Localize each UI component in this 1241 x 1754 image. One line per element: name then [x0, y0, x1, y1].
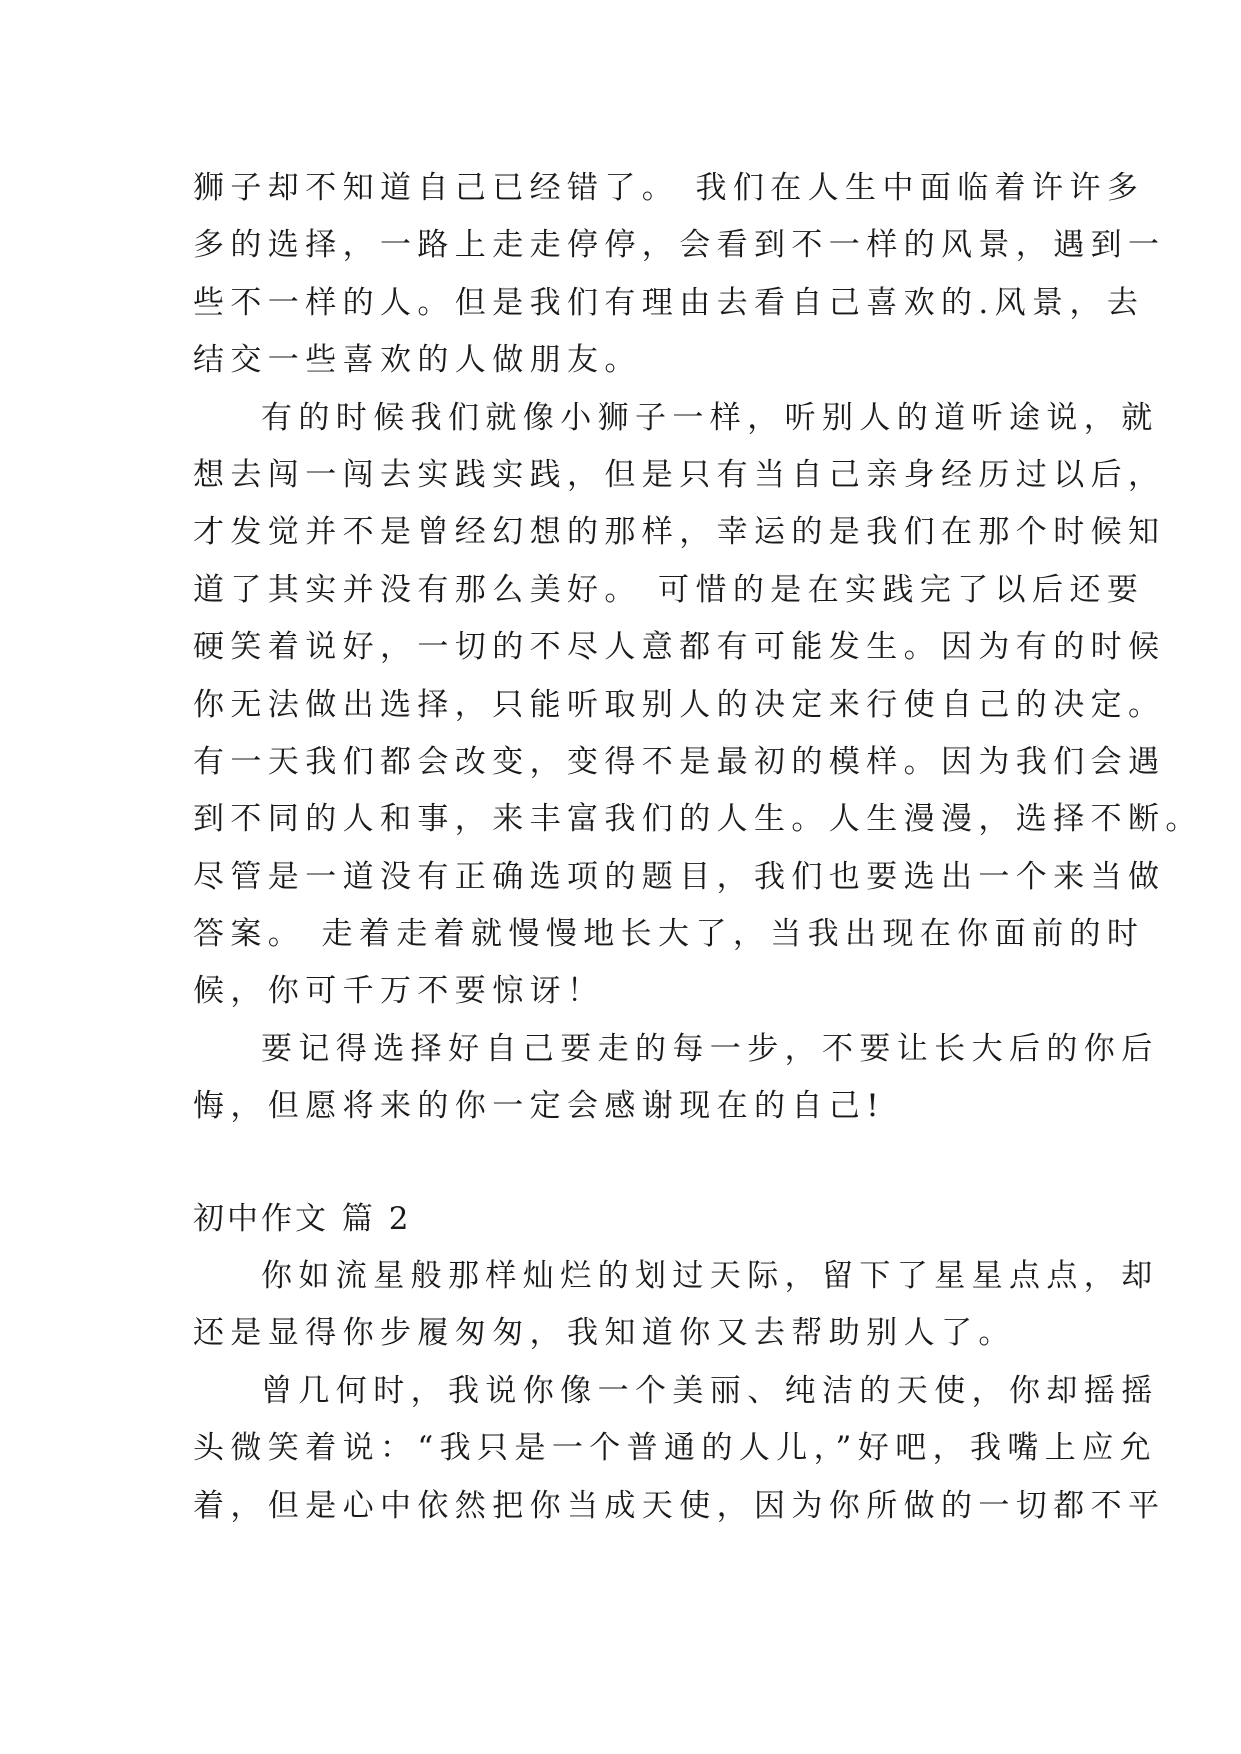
text-line: 答案。 走着走着就慢慢地长大了，当我出现在你面前的时	[193, 916, 1145, 953]
text-line: 结交一些喜欢的人做朋友。	[193, 342, 642, 379]
section-heading: 初中作文 篇 2	[193, 1200, 412, 1237]
text-line: 悔，但愿将来的你一定会感谢现在的自己!	[193, 1088, 886, 1125]
paragraph	[193, 1021, 1159, 1136]
text-line: 有一天我们都会改变，变得不是最初的模样。因为我们会遇	[193, 743, 1166, 780]
document-page	[193, 160, 1203, 1535]
text-line: 硬笑着说好，一切的不尽人意都有可能发生。因为有的时候	[193, 629, 1166, 666]
text-line: 着，但是心中依然把你当成天使，因为你所做的一切都不平	[193, 1487, 1166, 1524]
text-line: 曾几何时，我说你像一个美丽、纯洁的天使，你却摇摇	[261, 1372, 1159, 1409]
text-line: 还是显得你步履匆匆，我知道你又去帮助别人了。	[193, 1315, 1016, 1352]
paragraph	[193, 390, 1203, 1021]
text-line: 到不同的人和事，来丰富我们的人生。人生漫漫，选择不断。	[193, 801, 1203, 838]
text-line: 你如流星般那样灿烂的划过天际，留下了星星点点，却	[261, 1258, 1159, 1295]
section-spacer	[193, 1136, 1053, 1191]
text-line: 头微笑着说：“我只是一个普通的人儿，”好吧，我嘴上应允	[193, 1430, 1157, 1467]
text-line: 有的时候我们就像小狮子一样，听别人的道听途说，就	[261, 399, 1159, 436]
text-line: 你无法做出选择，只能听取别人的决定来行使自己的决定。	[193, 686, 1166, 723]
text-line: 才发觉并不是曾经幻想的那样，幸运的是我们在那个时候知	[193, 514, 1166, 551]
text-line: 些不一样的人。但是我们有理由去看自己喜欢的.风景，去	[193, 284, 1145, 321]
paragraph	[193, 1248, 1159, 1363]
text-line: 想去闯一闯去实践实践，但是只有当自己亲身经历过以后，	[193, 456, 1166, 493]
text-line: 多的选择，一路上走走停停，会看到不一样的风景，遇到一	[193, 227, 1166, 264]
text-line: 道了其实并没有那么美好。 可惜的是在实践完了以后还要	[193, 571, 1145, 608]
paragraph	[193, 160, 1166, 390]
text-line: 要记得选择好自己要走的每一步，不要让长大后的你后	[261, 1030, 1159, 1067]
paragraph	[193, 1363, 1166, 1535]
text-line: 狮子却不知道自己已经错了。 我们在人生中面临着许许多	[193, 170, 1145, 206]
text-line: 候，你可千万不要惊讶！	[193, 973, 605, 1010]
text-line: 尽管是一道没有正确选项的题目，我们也要选出一个来当做	[193, 858, 1166, 895]
